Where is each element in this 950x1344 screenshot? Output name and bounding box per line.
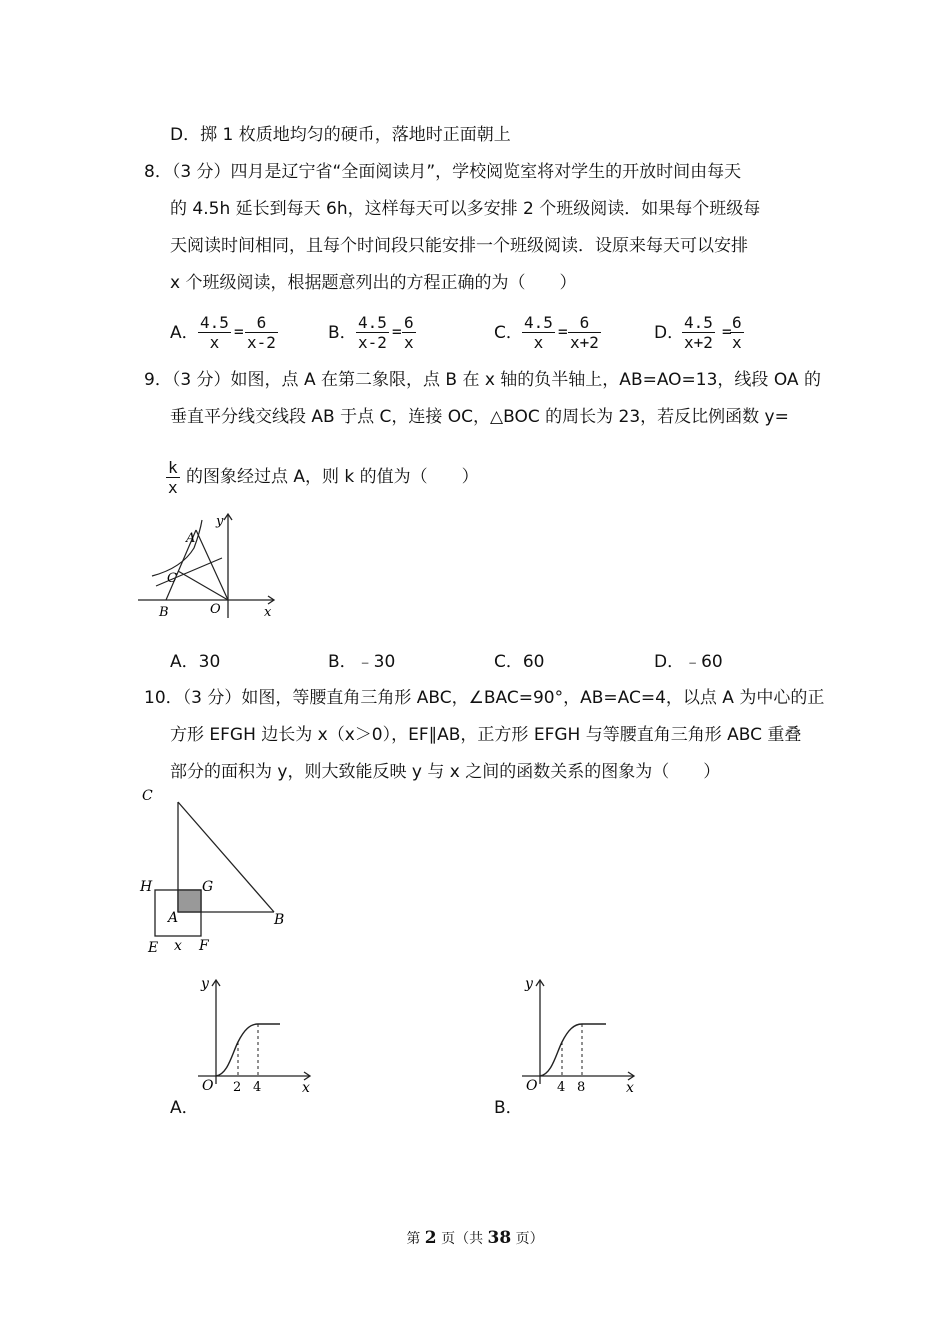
q10-graph-a-tick-1: 2 — [233, 1080, 242, 1095]
q8-a-num1: 4.5 — [200, 313, 229, 332]
q8-option-d-frac2 — [730, 313, 744, 352]
q9-figure — [138, 508, 286, 622]
q10-label-a: A — [168, 910, 179, 926]
footer-pre: 第 — [406, 1231, 425, 1247]
q9-frac-num: k — [168, 458, 178, 477]
q10-graph-b — [522, 972, 642, 1098]
q8-d-num2: 6 — [732, 313, 742, 332]
q8-c-num2: 6 — [568, 313, 601, 333]
q8-d-num1: 4.5 — [684, 313, 713, 332]
q10-graph-a-tick-2: 4 — [253, 1080, 262, 1095]
q10-graph-a-origin: O — [202, 1078, 214, 1094]
q10-option-b-label: B． — [494, 1098, 523, 1118]
q9-label-b: B — [159, 605, 169, 620]
q10-graph-b-x-label: x — [626, 1080, 634, 1096]
q9-line-3: 的图象经过点 A，则 k 的值为（ ） — [186, 467, 479, 487]
q10-graph-a-y-label: y — [201, 976, 209, 992]
q8-c-den2: x+2 — [570, 333, 599, 352]
q10-graph-a-x-label: x — [302, 1080, 310, 1096]
q8-option-c-label: C． — [494, 323, 523, 343]
q8-d-eq: = — [722, 322, 732, 341]
q8-option-a-label: A． — [170, 323, 199, 343]
q8-a-num2: 6 — [245, 313, 278, 333]
q8-b-den2: x — [404, 333, 414, 352]
q9-label-a: A — [186, 531, 196, 546]
q10-figure — [138, 788, 298, 958]
q8-d-den2: x — [732, 333, 742, 352]
q8-option-c-frac2 — [568, 313, 601, 352]
q8-option-d-frac1 — [682, 313, 715, 352]
q8-c-eq: = — [558, 322, 568, 341]
q9-line-1: 9．（3 分）如图，点 A 在第二象限，点 B 在 x 轴的负半轴上，AB=AO=13，线段 OA 的 — [144, 370, 821, 390]
q10-label-e: E — [148, 940, 159, 956]
q10-label-g: G — [202, 879, 214, 895]
q8-option-a-frac1 — [198, 313, 231, 352]
q8-option-b-frac1 — [356, 313, 389, 352]
q9-option-b: B．﹣30 — [328, 652, 396, 672]
q10-label-b: B — [274, 912, 285, 928]
footer-page-number: 2 — [424, 1228, 437, 1248]
q8-b-eq: = — [392, 322, 402, 341]
q9-label-c: C — [167, 571, 177, 586]
q8-option-b-label: B． — [328, 323, 357, 343]
q8-b-den1: x-2 — [358, 333, 387, 352]
q9-label-x: x — [264, 605, 272, 620]
q8-a-den2: x-2 — [247, 333, 276, 352]
q10-label-c: C — [142, 788, 153, 804]
q8-line-4: x 个班级阅读，根据题意列出的方程正确的为（ ） — [170, 273, 577, 293]
q8-b-num2: 6 — [404, 313, 414, 332]
q8-option-a-frac2 — [245, 313, 278, 352]
q10-label-h: H — [140, 879, 153, 895]
q10-label-x: x — [174, 938, 182, 954]
q10-option-a-label: A． — [170, 1098, 199, 1118]
q7-option-d: D．掷 1 枚质地均匀的硬币，落地时正面朝上 — [170, 125, 511, 145]
q10-line-1: 10．（3 分）如图，等腰直角三角形 ABC，∠BAC=90°，AB=AC=4，以点 A 为中心的正 — [144, 688, 825, 708]
footer-mid: 页（共 — [436, 1231, 488, 1247]
footer-total-pages: 38 — [487, 1228, 512, 1248]
q8-line-1: 8．（3 分）四月是辽宁省“全面阅读月”，学校阅览室将对学生的开放时间由每天 — [144, 162, 742, 182]
q10-graph-b-y-label: y — [525, 976, 533, 992]
q8-b-num1: 4.5 — [358, 313, 387, 332]
q9-label-y: y — [216, 514, 224, 529]
q8-a-den1: x — [209, 333, 220, 352]
q10-graph-b-tick-1: 4 — [557, 1080, 566, 1095]
q9-option-c: C．60 — [494, 652, 545, 672]
q8-a-eq: = — [234, 322, 244, 341]
q9-option-d: D．﹣60 — [654, 652, 723, 672]
q8-line-3: 天阅读时间相同，且每个时间段只能安排一个班级阅读．设原来每天可以安排 — [170, 236, 748, 256]
q9-k-over-x — [166, 458, 180, 497]
q8-c-den1: x — [533, 333, 544, 352]
q9-line-2: 垂直平分线交线段 AB 于点 C，连接 OC，△BOC 的周长为 23，若反比例函数 y= — [170, 407, 789, 427]
q9-option-a: A．30 — [170, 652, 221, 672]
footer-post: 页） — [511, 1231, 544, 1247]
q8-line-2: 的 4.5h 延长到每天 6h，这样每天可以多安排 2 个班级阅读．如果每个班级每 — [170, 199, 761, 219]
q10-label-f: F — [199, 938, 209, 954]
q8-option-b-frac2 — [402, 313, 416, 352]
page-footer — [0, 1228, 950, 1248]
q9-label-o: O — [210, 602, 221, 617]
q9-frac-den: x — [168, 478, 178, 497]
q8-option-c-frac1 — [522, 313, 555, 352]
q10-line-2: 方形 EFGH 边长为 x（x＞0），EF∥AB，正方形 EFGH 与等腰直角三角形 ABC 重叠 — [170, 725, 802, 745]
q8-d-den1: x+2 — [684, 333, 713, 352]
q10-graph-b-tick-2: 8 — [577, 1080, 586, 1095]
q10-graph-a — [198, 972, 318, 1098]
q8-c-num1: 4.5 — [524, 313, 553, 332]
q10-line-3: 部分的面积为 y，则大致能反映 y 与 x 之间的函数关系的图象为（ ） — [170, 762, 721, 782]
q8-option-d-label: D． — [654, 323, 685, 343]
q10-graph-b-origin: O — [526, 1078, 538, 1094]
